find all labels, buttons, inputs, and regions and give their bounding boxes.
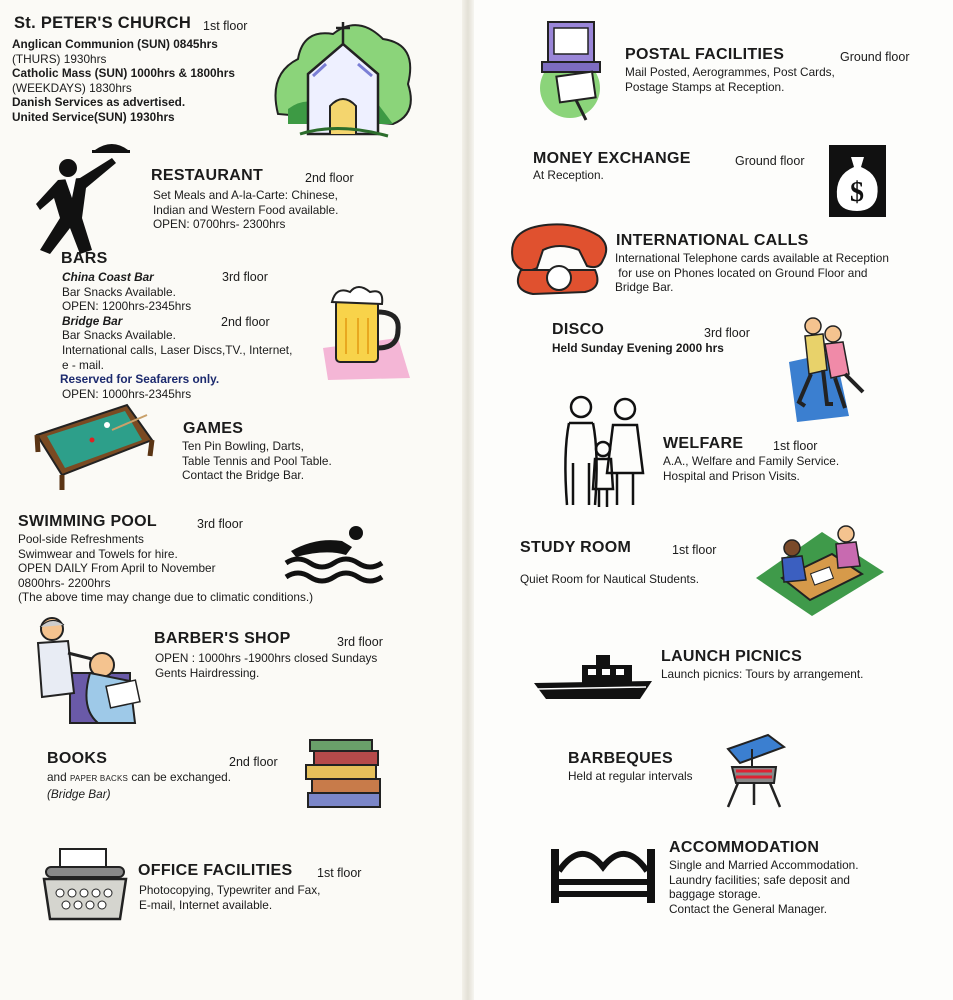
- office-line: E-mail, Internet available.: [139, 897, 273, 912]
- bars-title: BARS: [61, 250, 108, 267]
- postal-title: POSTAL FACILITIES: [625, 46, 785, 63]
- study-details: [520, 572, 699, 587]
- restaurant-line: OPEN: 0700hrs- 2300hrs: [153, 217, 286, 232]
- postal-details: [625, 65, 835, 94]
- church-line: Danish Services as advertised.: [12, 95, 186, 110]
- page-fold: [462, 0, 474, 1000]
- money-floor: Ground floor: [735, 154, 805, 168]
- swimming-floor: 3rd floor: [197, 517, 243, 531]
- church-icon: [268, 14, 420, 144]
- books-line: (Bridge Bar): [47, 786, 111, 801]
- pool-table-icon: [32, 400, 154, 495]
- swimming-line: (The above time may change due to climatic conditions.): [18, 590, 314, 605]
- calls-line: Bridge Bar.: [615, 280, 674, 295]
- books-details: [47, 770, 231, 801]
- books-title: BOOKS: [47, 750, 108, 767]
- launch-line: Launch picnics: Tours by arrangement.: [661, 667, 864, 681]
- restaurant-line: Set Meals and A-la-Carte: Chinese,: [153, 188, 338, 202]
- office-floor: 1st floor: [317, 866, 362, 880]
- barbeque-icon: [718, 733, 788, 809]
- office-details: [139, 883, 320, 912]
- books-line-small: PAPER BACKS: [69, 774, 129, 783]
- accommodation-line: Laundry facilities; safe deposit and: [669, 872, 850, 887]
- welfare-title: WELFARE: [663, 435, 744, 452]
- bridge-bar-line: Bar Snacks Available.: [62, 328, 176, 343]
- typewriter-icon: [40, 845, 130, 925]
- restaurant-floor: 2nd floor: [305, 171, 354, 185]
- games-line: Table Tennis and Pool Table.: [182, 453, 332, 468]
- family-icon: [553, 393, 655, 511]
- games-title: GAMES: [183, 420, 244, 437]
- accommodation-line: Single and Married Accommodation.: [669, 858, 859, 872]
- money-details: [533, 168, 604, 183]
- barber-line: OPEN : 1000hrs -1900hrs closed Sundays: [155, 651, 378, 665]
- restaurant-title: RESTAURANT: [151, 167, 264, 184]
- church-line: (WEEKDAYS) 1830hrs: [12, 80, 132, 95]
- games-line: Contact the Bridge Bar.: [182, 468, 304, 483]
- calls-line: for use on Phones located on Ground Floor and: [615, 265, 868, 280]
- swimming-line: 0800hrs- 2200hrs: [18, 575, 111, 590]
- church-floor: 1st floor: [203, 19, 248, 33]
- bridge-bar-floor: 2nd floor: [221, 315, 270, 329]
- accommodation-line: baggage storage.: [669, 887, 761, 902]
- money-bag-icon: [829, 145, 886, 217]
- books-line-prefix: and: [47, 770, 67, 784]
- barber-icon: [30, 613, 145, 728]
- books-line: [47, 770, 231, 787]
- study-floor: 1st floor: [672, 543, 717, 557]
- disco-title: DISCO: [552, 321, 605, 338]
- swimming-line: Pool-side Refreshments: [18, 532, 144, 546]
- waiter-icon: [20, 138, 135, 258]
- study-line: Quiet Room for Nautical Students.: [520, 572, 700, 586]
- money-line: At Reception.: [533, 168, 604, 182]
- launch-details: [661, 667, 863, 682]
- books-floor: 2nd floor: [229, 755, 278, 769]
- church-title: St. PETER'S CHURCH: [14, 14, 192, 32]
- accommodation-title: ACCOMMODATION: [669, 839, 820, 856]
- dancers-icon: [775, 312, 870, 422]
- church-line: Anglican Communion (SUN) 0845hrs: [12, 37, 218, 51]
- china-coast-bar-line: OPEN: 1200hrs-2345hrs: [62, 299, 192, 314]
- swimmer-icon: [286, 523, 381, 583]
- welfare-floor: 1st floor: [773, 439, 818, 453]
- svg-text:$: $: [850, 177, 864, 208]
- church-line: Catholic Mass (SUN) 1000hrs & 1800hrs: [12, 66, 235, 81]
- bed-icon: [551, 845, 655, 907]
- computer-mail-icon: [532, 16, 614, 121]
- welfare-line: Hospital and Prison Visits.: [663, 468, 800, 483]
- bbq-details: [568, 769, 693, 784]
- china-coast-bar-name: China Coast Bar: [62, 270, 154, 284]
- bridge-bar-note: Reserved for Seafarers only.: [60, 372, 220, 387]
- swimming-line: OPEN DAILY From April to November: [18, 561, 216, 576]
- swimming-line: Swimwear and Towels for hire.: [18, 546, 178, 561]
- church-details: [12, 37, 235, 125]
- students-icon: [752, 518, 886, 616]
- games-details: [182, 439, 332, 483]
- postal-floor: Ground floor: [840, 50, 910, 64]
- bridge-bar-open: OPEN: 1000hrs-2345hrs: [62, 386, 192, 401]
- accommodation-details: [669, 858, 859, 916]
- study-title: STUDY ROOM: [520, 539, 632, 556]
- calls-line: International Telephone cards available at Reception: [615, 251, 889, 265]
- church-line: (THURS) 1930hrs: [12, 51, 107, 66]
- barber-details: [155, 651, 377, 680]
- swimming-details: [18, 532, 313, 605]
- barber-floor: 3rd floor: [337, 635, 383, 649]
- restaurant-details: [153, 188, 338, 232]
- welfare-line: A.A., Welfare and Family Service.: [663, 454, 840, 468]
- calls-details: [615, 251, 889, 295]
- church-line: United Service(SUN) 1930hrs: [12, 109, 175, 124]
- disco-details: [552, 341, 724, 356]
- restaurant-line: Indian and Western Food available.: [153, 202, 339, 217]
- church-section: [14, 14, 191, 33]
- bbq-line: Held at regular intervals: [568, 769, 693, 783]
- swimming-title: SWIMMING POOL: [18, 513, 158, 530]
- bridge-bar-line: International calls, Laser Discs,TV., Internet,: [62, 342, 293, 357]
- launch-title: LAUNCH PICNICS: [661, 648, 803, 665]
- office-title: OFFICE FACILITIES: [138, 862, 293, 879]
- postal-line: Postage Stamps at Reception.: [625, 79, 785, 94]
- accommodation-line: Contact the General Manager.: [669, 901, 828, 916]
- money-title: MONEY EXCHANGE: [533, 150, 691, 167]
- boat-icon: [534, 655, 652, 701]
- barber-title: BARBER'S SHOP: [154, 630, 291, 647]
- postal-line: Mail Posted, Aerogrammes, Post Cards,: [625, 65, 835, 79]
- books-line-suffix: can be exchanged.: [131, 770, 232, 784]
- china-coast-bar-floor: 3rd floor: [222, 270, 268, 284]
- welfare-details: [663, 454, 839, 483]
- calls-title: INTERNATIONAL CALLS: [616, 232, 809, 249]
- bbq-title: BARBEQUES: [568, 750, 673, 767]
- china-coast-bar-line: Bar Snacks Available.: [62, 284, 176, 299]
- bridge-bar-name: Bridge Bar: [62, 313, 123, 328]
- disco-line: Held Sunday Evening 2000 hrs: [552, 341, 724, 355]
- beer-mug-icon: [318, 278, 413, 383]
- office-line: Photocopying, Typewriter and Fax,: [139, 883, 321, 897]
- barber-line: Gents Hairdressing.: [155, 665, 260, 680]
- games-line: Ten Pin Bowling, Darts,: [182, 439, 304, 453]
- telephone-icon: [503, 220, 611, 298]
- disco-floor: 3rd floor: [704, 326, 750, 340]
- books-icon: [302, 738, 387, 813]
- bars-details: [62, 270, 292, 401]
- bridge-bar-line: e - mail.: [62, 357, 104, 372]
